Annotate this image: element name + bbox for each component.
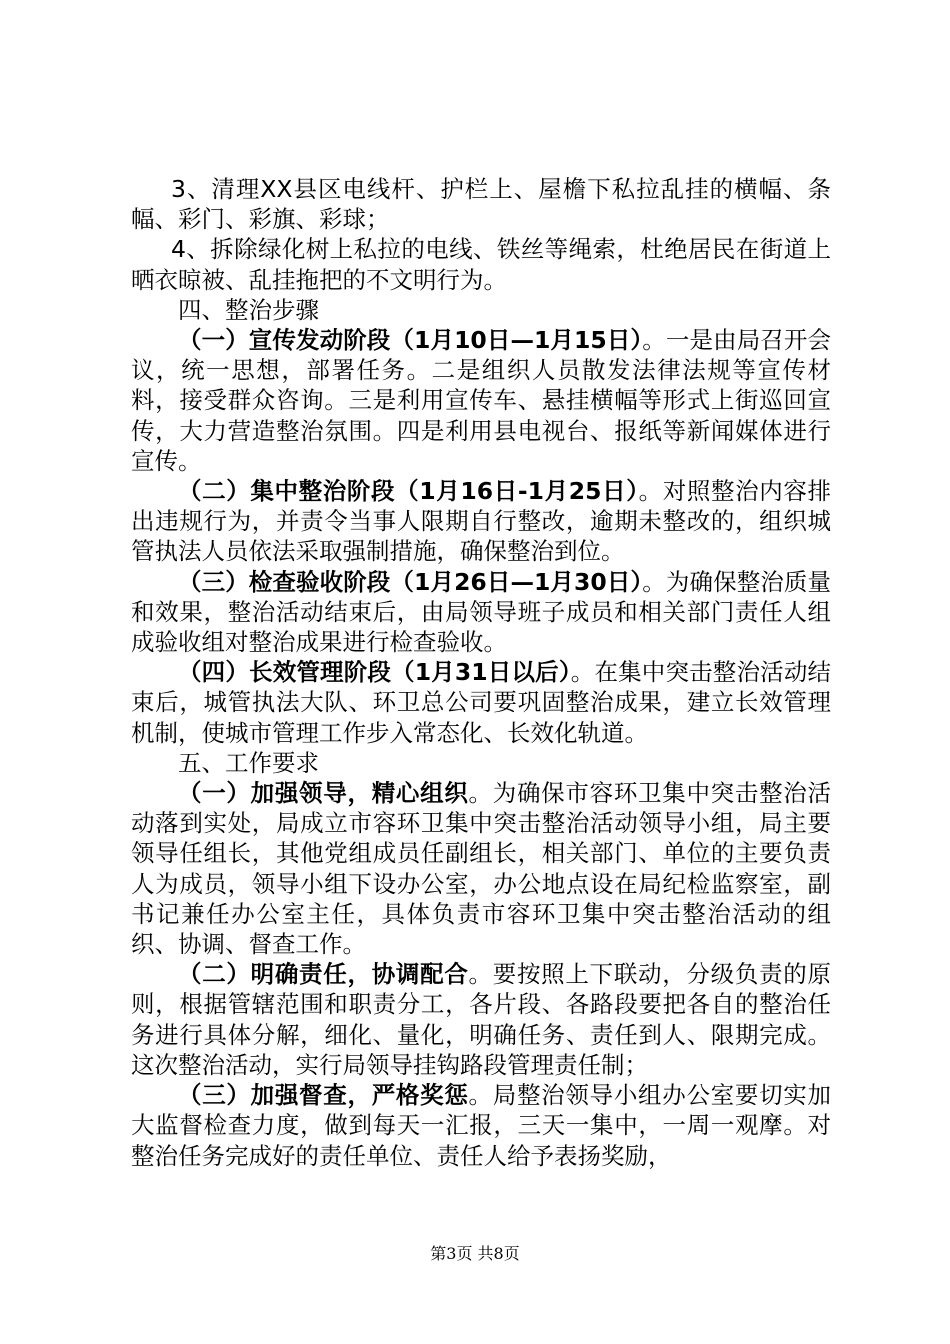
requirement-3-text: 。局整治领导小组办公室要切实加大监督检查力度，做到每天一汇报，三天一集中，一周一观摩。对整治任务完成好的责任单位、责任人给予表扬奖励， [131,1081,832,1170]
step-2-title: （二）集中整治阶段（1月16日-1月25日） [178,477,639,506]
list-item-3: 3、清理XX县区电线杆、护栏上、屋檐下私拉乱挂的横幅、条幅、彩门、彩旗、彩球； [131,175,831,234]
requirement-2-title: （二）明确责任，协调配合 [178,960,469,989]
requirement-1-title: （一）加强领导，精心组织 [178,779,469,808]
step-3-text: 。为确保整治质量和效果，整治活动结束后，由局领导班子成员和相关部门责任人组成验收组对整治成果进行检查验收。 [131,567,832,657]
paragraph-requirement-3 [131,1080,831,1171]
list-item-4: 4、拆除绿化树上私拉的电线、铁丝等绳索，杜绝居民在街道上晒衣晾被、乱挂拖把的不文明行为。 [131,235,831,294]
step-4-text: 。在集中突击整治活动结束后，城管执法大队、环卫总公司要巩固整治成果，建立长效管理机制，使城市管理工作步入常态化、长效化轨道。 [131,658,832,747]
section-heading-requirements: 五、工作要求 [178,748,319,777]
step-4-title: （四）长效管理阶段（1月31日以后） [178,658,571,687]
step-3-title: （三）检查验收阶段（1月26日—1月30日） [178,567,643,596]
step-2-text: 。对照整治内容排出违规行为，并责令当事人限期自行整改，逾期未整改的，组织城管执法人员依法采取强制措施，确保整治到位。 [131,477,831,566]
paragraph-step-3 [131,567,831,658]
step-1-text: 。一是由局召开会议，统一思想，部署任务。二是组织人员散发法律法规等宣传材料，接受群众咨询。三是利用宣传车、悬挂横幅等形式上街巡回宣传，大力营造整治氛围。四是利用县电视台、报纸等新闻媒体进行宣传。 [131,326,832,475]
step-1-title: （一）宣传发动阶段（1月10日—1月15日） [178,326,643,355]
paragraph-step-2 [131,476,831,567]
paragraph-requirement-1 [131,778,831,959]
requirement-2-text: 。要按照上下联动，分级负责的原则，根据管辖范围和职责分工，各片段、各路段要把各自的整治任务进行具体分解，细化、量化，明确任务、责任到人、限期完成。这次整治活动，实行局领导挂钩路段管理责任制； [131,960,832,1079]
paragraph-requirement-2 [131,959,831,1080]
page-number-footer: 第3页 共8页 [430,1244,520,1263]
paragraph-step-4 [131,657,831,748]
requirement-1-text: 。为确保市容环卫集中突击整治活动落到实处，局成立市容环卫集中突击整治活动领导小组，局主要领导任组长，其他党组成员任副组长，相关部门、单位的主要负责人为成员，领导小组下设办公室，办公地点设在局纪检监察室，副书记兼任办公室主任，具体负责市容环卫集中突击整治活动的组织、协调、督查工作。 [131,779,832,959]
paragraph-step-1 [131,325,831,476]
requirement-3-title: （三）加强督查，严格奖惩 [178,1081,469,1110]
section-heading-steps: 四、整治步骤 [178,295,319,324]
document-body [131,174,831,1171]
